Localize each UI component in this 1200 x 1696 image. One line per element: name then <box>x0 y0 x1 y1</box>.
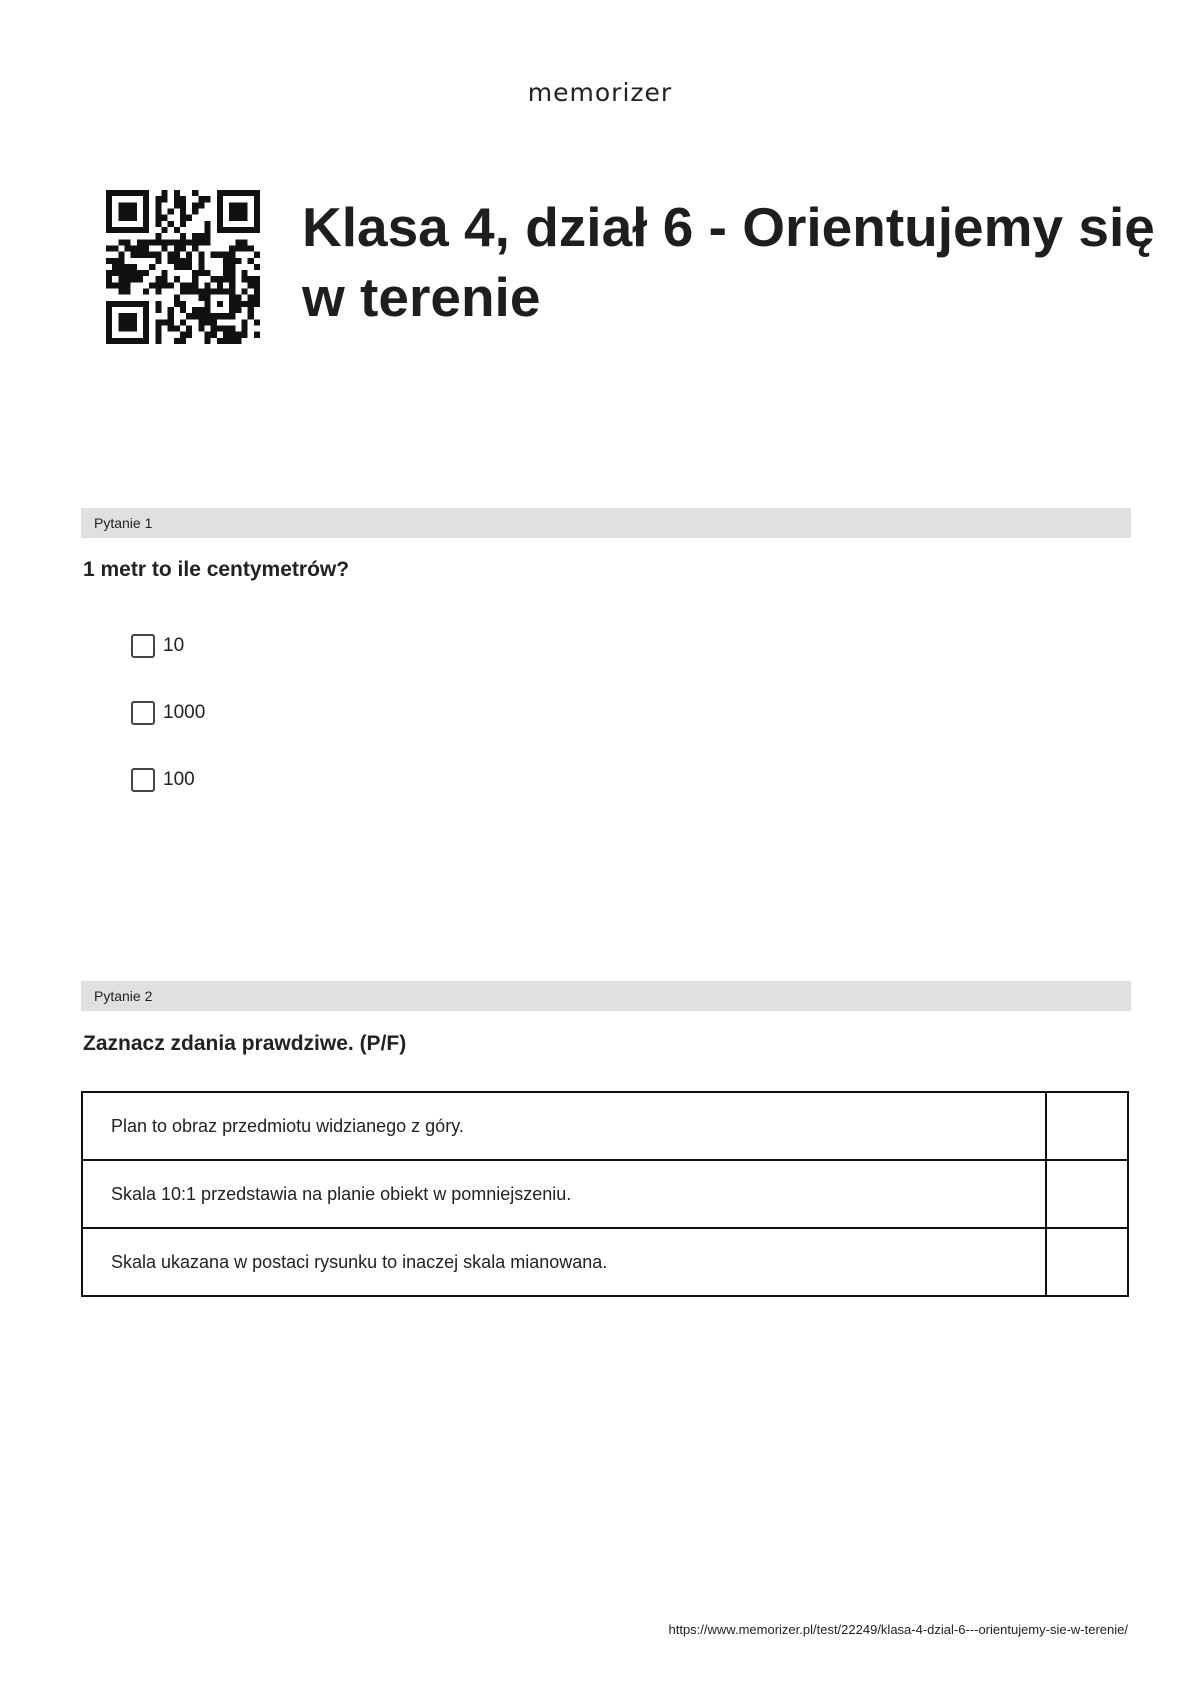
option-label: 100 <box>163 769 195 790</box>
statement-cell: Skala ukazana w postaci rysunku to inaczej skala mianowana. <box>82 1228 1046 1296</box>
qr-code-icon <box>106 190 260 344</box>
question-1-option-2[interactable] <box>131 699 205 727</box>
true-false-table <box>81 1091 1129 1297</box>
question-1-text: 1 metr to ile centymetrów? <box>83 558 350 581</box>
memorizer-logo <box>0 78 1200 107</box>
option-label: 1000 <box>163 702 206 723</box>
question-2-text: Zaznacz zdania prawdziwe. (P/F) <box>83 1032 407 1055</box>
checkbox[interactable] <box>131 701 155 725</box>
question-1-header: Pytanie 1 <box>81 508 1131 538</box>
checkbox[interactable] <box>131 768 155 792</box>
question-1-option-3[interactable] <box>131 766 195 794</box>
answer-cell[interactable] <box>1046 1160 1128 1228</box>
question-1-option-1[interactable] <box>131 632 184 660</box>
footer-url: https://www.memorizer.pl/test/22249/klasa-4-dzial-6---orientujemy-sie-w-terenie/ <box>668 1622 1128 1637</box>
answer-cell[interactable] <box>1046 1092 1128 1160</box>
logo-text: memorizer <box>527 78 673 107</box>
question-2-header: Pytanie 2 <box>81 981 1131 1011</box>
table-row <box>82 1160 1128 1228</box>
statement-cell: Plan to obraz przedmiotu widzianego z góry. <box>82 1092 1046 1160</box>
table-row <box>82 1228 1128 1296</box>
checkbox[interactable] <box>131 634 155 658</box>
table-row <box>82 1092 1128 1160</box>
answer-cell[interactable] <box>1046 1228 1128 1296</box>
page-title: Klasa 4, dział 6 - Orientujemy się w terenie <box>302 196 1155 328</box>
option-label: 10 <box>163 635 185 656</box>
statement-cell: Skala 10:1 przedstawia na planie obiekt w pomniejszeniu. <box>82 1160 1046 1228</box>
